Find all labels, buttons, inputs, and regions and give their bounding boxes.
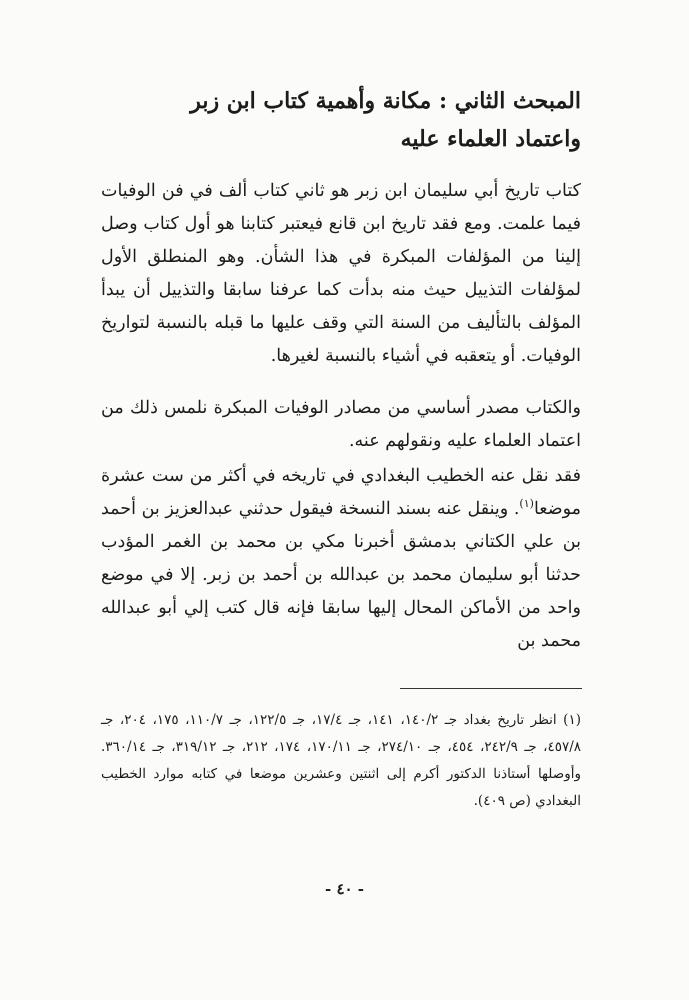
paragraph-text-part: فقد نقل عنه الخطيب البغدادي في تاريخه في أكثر من ست عشرة موضعا xyxy=(101,466,581,519)
paragraph-3 xyxy=(101,460,581,658)
footnote-divider xyxy=(400,688,582,689)
paragraph-1 xyxy=(101,175,581,373)
paragraph-text xyxy=(101,460,581,658)
section-heading-line-1: المبحث الثاني : مكانة وأهمية كتاب ابن زبر xyxy=(190,88,581,114)
paragraph-text: كتاب تاريخ أبي سليمان ابن زبر هو ثاني كتاب ألف في فن الوفيات فيما علمت. ومع فقد تاريخ ابن قانع فيعتبر كتابنا هو أول كتاب وصل إلينا من المؤلفات المبكرة في هذا الشأن. وهو المنطلق الأول لمؤلفات التذييل حيث منه بدأت كما عرفنا سابقا والتذييل أن يبدأ المؤلف بالتأليف من السنة التي وقف عليها ما قبله بالنسبة لتواريخ الوفيات. أو يتعقبه في أشياء بالنسبة لغيرها. xyxy=(101,181,581,366)
paragraph-text-part: . وينقل عنه بسند النسخة فيقول حدثني عبدالعزيز بن أحمد بن علي الكتاني بدمشق أخبرنا مكي بن محمد بن الغمر المؤدب حدثنا أبو سليمان محمد بن عبدالله بن أحمد بن زبر. إلا في موضع واحد من الأماكن المحال إليها سابقا فإنه قال كتب إلي أبو عبدالله محمد بن xyxy=(101,499,581,651)
footnote-text: (١) انظر تاريخ بغداد جـ ١٤٠/٢، ١٤١، جـ ١٧/٤، جـ ١٢٢/٥، جـ ١١٠/٧، ١٧٥، ٢٠٤، جـ ٤٥٧/٨، جـ ٢٤٢/٩، ٤٥٤، جـ ٢٧٤/١٠، جـ ١٧٠/١١، ١٧٤، ٢١٢، جـ ٣١٩/١٢، جـ ٣٦٠/١٤. وأوصلها أستاذنا الدكتور أكرم إلى اثنتين وعشرين موضعا في كتابه موارد الخطيب البغدادي (ص ٤٠٩). xyxy=(101,712,582,809)
paragraph-text: والكتاب مصدر أساسي من مصادر الوفيات المبكرة نلمس ذلك من اعتماد العلماء عليه ونقولهم عنه. xyxy=(101,398,581,451)
paragraph-2 xyxy=(101,392,581,458)
page-number: - ٤٠ - xyxy=(324,880,365,898)
footnote xyxy=(101,707,581,815)
footnote-reference[interactable]: (١) xyxy=(519,497,534,511)
section-heading-line-2: واعتماد العلماء عليه xyxy=(400,126,581,152)
